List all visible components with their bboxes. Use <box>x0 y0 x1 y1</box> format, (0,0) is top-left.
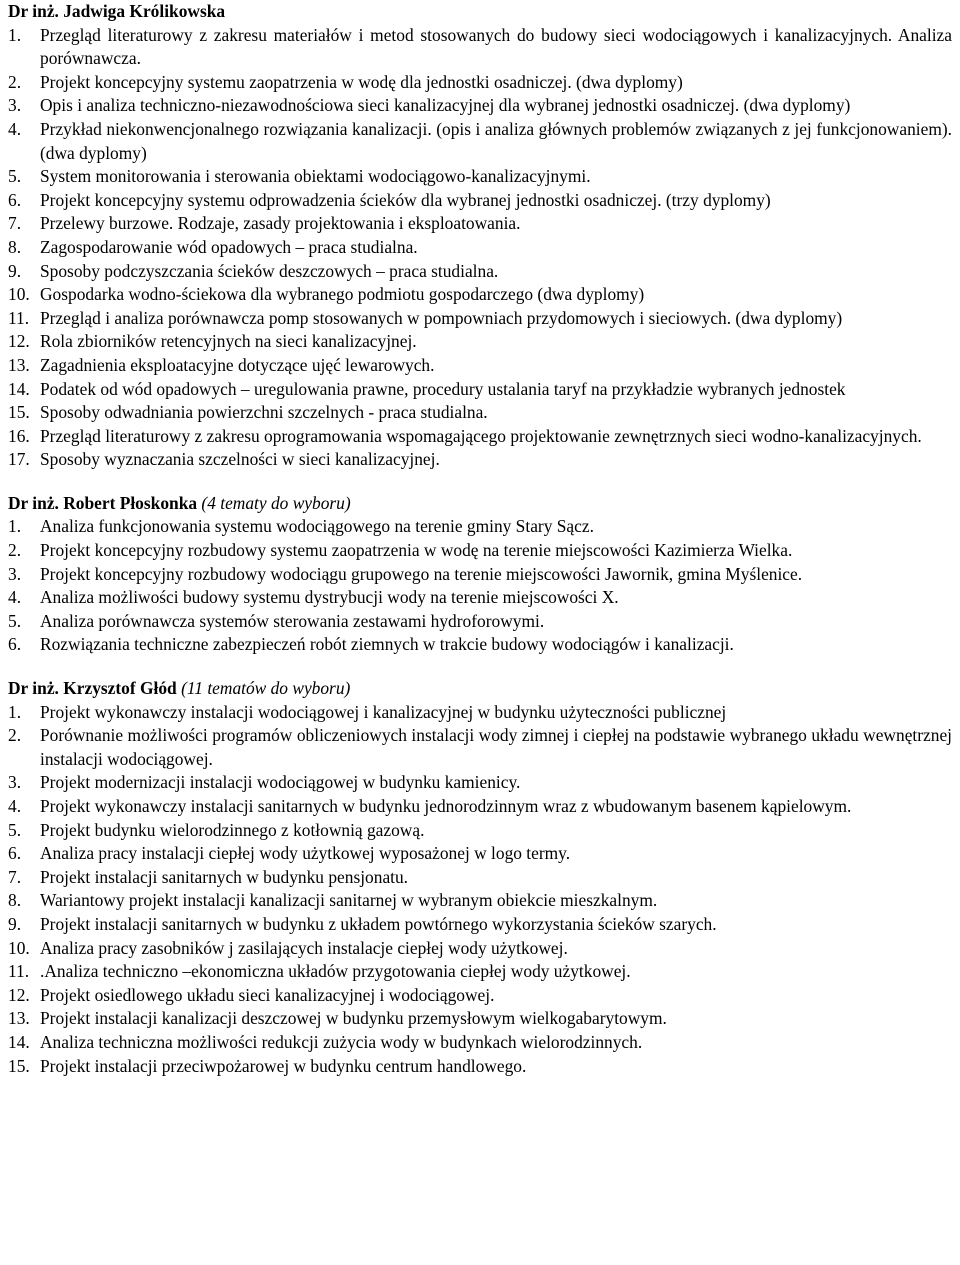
topic-number: 6. <box>8 843 22 864</box>
topic-title: Sposoby podczyszczania ścieków deszczowych – praca studialna. <box>40 260 499 281</box>
topic-title: Projekt instalacji przeciwpożarowej w budynku centrum handlowego. <box>40 1055 527 1076</box>
topic-item <box>8 515 952 539</box>
topic-item <box>8 795 952 819</box>
supervisor-section <box>8 492 952 657</box>
topic-number: 3. <box>8 563 22 584</box>
topic-title: Przykład niekonwencjonalnego rozwiązania kanalizacji. (opis i analiza głównych problemów związanych z jej funkcjonowaniem). (dwa dyplomy) <box>40 118 952 163</box>
topic-title: Projekt wykonawczy instalacji sanitarnych w budynku jednorodzinnym wraz z wbudowanym basenem kąpielowym. <box>40 796 852 816</box>
topic-number: 8. <box>8 236 22 257</box>
topic-number: 4. <box>8 118 22 139</box>
topic-title: Projekt koncepcyjny systemu odprowadzenia ścieków dla wybranej jednostki osadniczej. (trzy dyplomy) <box>40 189 771 210</box>
topic-title: Przegląd literaturowy z zakresu materiałów i metod stosowanych do budowy sieci wodociągowych i kanalizacyjnych. Analiza porównawcza. <box>40 24 952 69</box>
topic-item <box>8 401 952 425</box>
topic-item <box>8 701 952 725</box>
topic-number: 8. <box>8 890 22 911</box>
topic-title: Przegląd i analiza porównawcza pomp stosowanych w pompowniach przydomowych i sieciowych. (dwa dyplomy) <box>40 307 843 328</box>
topic-title: Rozwiązania techniczne zabezpieczeń robót ziemnych w trakcie budowy wodociągów i kanalizacji. <box>40 634 734 655</box>
topic-title: Projekt osiedlowego układu sieci kanalizacyjnej i wodociągowej. <box>40 984 495 1005</box>
topic-title: Opis i analiza techniczno-niezawodnościowa sieci kanalizacyjnej dla wybranej jednostki osadniczej. (dwa dyplomy) <box>40 95 851 116</box>
topic-number: 1. <box>8 24 22 45</box>
topic-item <box>8 771 952 795</box>
topic-list <box>8 701 952 1079</box>
topic-item <box>8 24 952 71</box>
topic-number: 10. <box>8 937 30 958</box>
topic-item <box>8 889 952 913</box>
topic-item <box>8 724 952 771</box>
topic-title: Projekt wykonawczy instalacji wodociągowej i kanalizacyjnej w budynku użyteczności publicznej <box>40 701 727 722</box>
topic-number: 12. <box>8 331 30 352</box>
topic-number: 2. <box>8 71 22 92</box>
topic-number: 1. <box>8 701 22 722</box>
topic-number: 14. <box>8 378 30 399</box>
topic-title: Analiza pracy instalacji ciepłej wody użytkowej wyposażonej w logo termy. <box>40 843 571 864</box>
supervisor-heading <box>8 677 952 701</box>
topic-title: Projekt instalacji kanalizacji deszczowej w budynku przemysłowym wielkogabarytowym. <box>40 1008 667 1029</box>
topic-number: 5. <box>8 819 22 840</box>
topic-number: 6. <box>8 189 22 210</box>
topic-number: 10. <box>8 284 30 305</box>
topic-number: 4. <box>8 796 22 816</box>
supervisor-name: Dr inż. Jadwiga Królikowska <box>8 1 226 21</box>
topic-title: Gospodarka wodno-ściekowa dla wybranego podmiotu gospodarczego (dwa dyplomy) <box>40 284 645 305</box>
topic-title: Zagadnienia eksploatacyjne dotyczące ujęć lewarowych. <box>40 354 435 375</box>
topic-number: 4. <box>8 587 22 608</box>
topic-number: 11. <box>8 307 30 328</box>
topic-item <box>8 378 952 402</box>
supervisor-section <box>8 0 952 472</box>
topic-item <box>8 539 952 563</box>
topic-title: Wariantowy projekt instalacji kanalizacji sanitarnej w wybranym obiekcie mieszkalnym. <box>40 890 658 911</box>
topic-title: Analiza możliwości budowy systemu dystrybucji wody na terenie miejscowości X. <box>40 587 619 608</box>
topic-item <box>8 913 952 937</box>
topic-item <box>8 71 952 95</box>
topic-item <box>8 610 952 634</box>
topic-item <box>8 842 952 866</box>
topic-number: 13. <box>8 1008 30 1029</box>
topic-item <box>8 937 952 961</box>
supervisor-name: Dr inż. Robert Płoskonka <box>8 492 198 513</box>
topic-number: 11. <box>8 961 30 982</box>
topic-title: Projekt instalacji sanitarnych w budynku pensjonatu. <box>40 866 409 887</box>
topic-item <box>8 563 952 587</box>
topic-title: Analiza pracy zasobników j zasilających instalacje ciepłej wody użytkowej. <box>40 937 568 958</box>
topic-title: Analiza porównawcza systemów sterowania zestawami hydroforowymi. <box>40 610 545 631</box>
topic-list <box>8 24 952 472</box>
topic-title: Analiza funkcjonowania systemu wodociągowego na terenie gminy Stary Sącz. <box>40 516 594 537</box>
topic-item <box>8 1055 952 1079</box>
topic-number: 2. <box>8 725 22 746</box>
topic-title: Projekt modernizacji instalacji wodociągowej w budynku kamienicy. <box>40 772 521 793</box>
topic-number: 12. <box>8 984 30 1005</box>
topic-item <box>8 307 952 331</box>
topic-item <box>8 586 952 610</box>
topic-item <box>8 1007 952 1031</box>
topic-item <box>8 260 952 284</box>
topic-title: Przegląd literaturowy z zakresu oprogramowania wspomagającego projektowanie zewnętrznych sieci wodno-kanalizacyjnych. <box>40 425 922 446</box>
topic-number: 15. <box>8 1055 30 1076</box>
topic-number: 9. <box>8 260 22 281</box>
topic-title: Analiza techniczna możliwości redukcji zużycia wody w budynkach wielorodzinnych. <box>40 1031 643 1052</box>
topic-number: 13. <box>8 354 30 375</box>
topic-number: 7. <box>8 213 22 234</box>
topic-number: 5. <box>8 610 22 631</box>
topic-item <box>8 984 952 1008</box>
topic-title: Sposoby wyznaczania szczelności w sieci kanalizacyjnej. <box>40 449 440 470</box>
topic-title: Projekt koncepcyjny rozbudowy systemu zaopatrzenia w wodę na terenie miejscowości Kazimierza Wielka. <box>40 540 793 561</box>
topic-number: 5. <box>8 166 22 187</box>
topic-item <box>8 118 952 165</box>
topic-number: 17. <box>8 449 30 470</box>
topic-item <box>8 354 952 378</box>
topic-number: 15. <box>8 402 30 423</box>
topic-item <box>8 448 952 472</box>
topic-title: Projekt koncepcyjny systemu zaopatrzenia w wodę dla jednostki osadniczej. (dwa dyplomy) <box>40 71 683 92</box>
topic-item <box>8 960 952 984</box>
topic-number: 14. <box>8 1031 30 1052</box>
topic-item <box>8 212 952 236</box>
topic-number: 1. <box>8 516 22 537</box>
topic-number: 3. <box>8 772 22 793</box>
topic-item <box>8 236 952 260</box>
topic-count-note: (11 tematów do wyboru) <box>181 678 351 699</box>
topic-title: Projekt koncepcyjny rozbudowy wodociągu grupowego na terenie miejscowości Jawornik, gmina Myślenice. <box>40 563 803 584</box>
topic-number: 9. <box>8 913 22 934</box>
topic-item <box>8 283 952 307</box>
topic-title: Podatek od wód opadowych – uregulowania prawne, procedury ustalania taryf na przykładzie wybranych jednostek <box>40 378 846 399</box>
topic-number: 7. <box>8 866 22 887</box>
topic-title: .Analiza techniczno –ekonomiczna układów przygotowania ciepłej wody użytkowej. <box>40 961 631 982</box>
topic-list <box>8 515 952 657</box>
supervisor-name: Dr inż. Krzysztof Głód <box>8 678 177 699</box>
supervisor-section <box>8 677 952 1078</box>
topic-item <box>8 425 952 449</box>
supervisor-heading <box>8 0 952 24</box>
topic-item <box>8 189 952 213</box>
topic-item <box>8 330 952 354</box>
topic-number: 3. <box>8 95 22 116</box>
topic-title: System monitorowania i sterowania obiektami wodociągowo-kanalizacyjnymi. <box>40 166 591 187</box>
topic-item <box>8 1031 952 1055</box>
topic-title: Projekt budynku wielorodzinnego z kotłownią gazową. <box>40 819 425 840</box>
topic-item <box>8 165 952 189</box>
supervisor-heading <box>8 492 952 516</box>
topic-number: 2. <box>8 540 22 561</box>
topic-title: Przelewy burzowe. Rodzaje, zasady projektowania i eksploatowania. <box>40 213 521 234</box>
topic-number: 16. <box>8 425 30 446</box>
topic-title: Sposoby odwadniania powierzchni szczelnych - praca studialna. <box>40 402 488 423</box>
topic-item <box>8 94 952 118</box>
topic-item <box>8 866 952 890</box>
topic-title: Rola zbiorników retencyjnych na sieci kanalizacyjnej. <box>40 331 417 352</box>
topic-item <box>8 633 952 657</box>
topic-title: Projekt instalacji sanitarnych w budynku z układem powtórnego wykorzystania ścieków szarych. <box>40 913 717 934</box>
topic-count-note: (4 tematy do wyboru) <box>201 492 351 513</box>
topic-item <box>8 819 952 843</box>
topic-title: Porównanie możliwości programów obliczeniowych instalacji wody zimnej i ciepłej na podstawie wybranego układu wewnętrznej instalacji wodociągowej. <box>40 725 952 769</box>
topic-number: 6. <box>8 634 22 655</box>
topic-title: Zagospodarowanie wód opadowych – praca studialna. <box>40 236 418 257</box>
